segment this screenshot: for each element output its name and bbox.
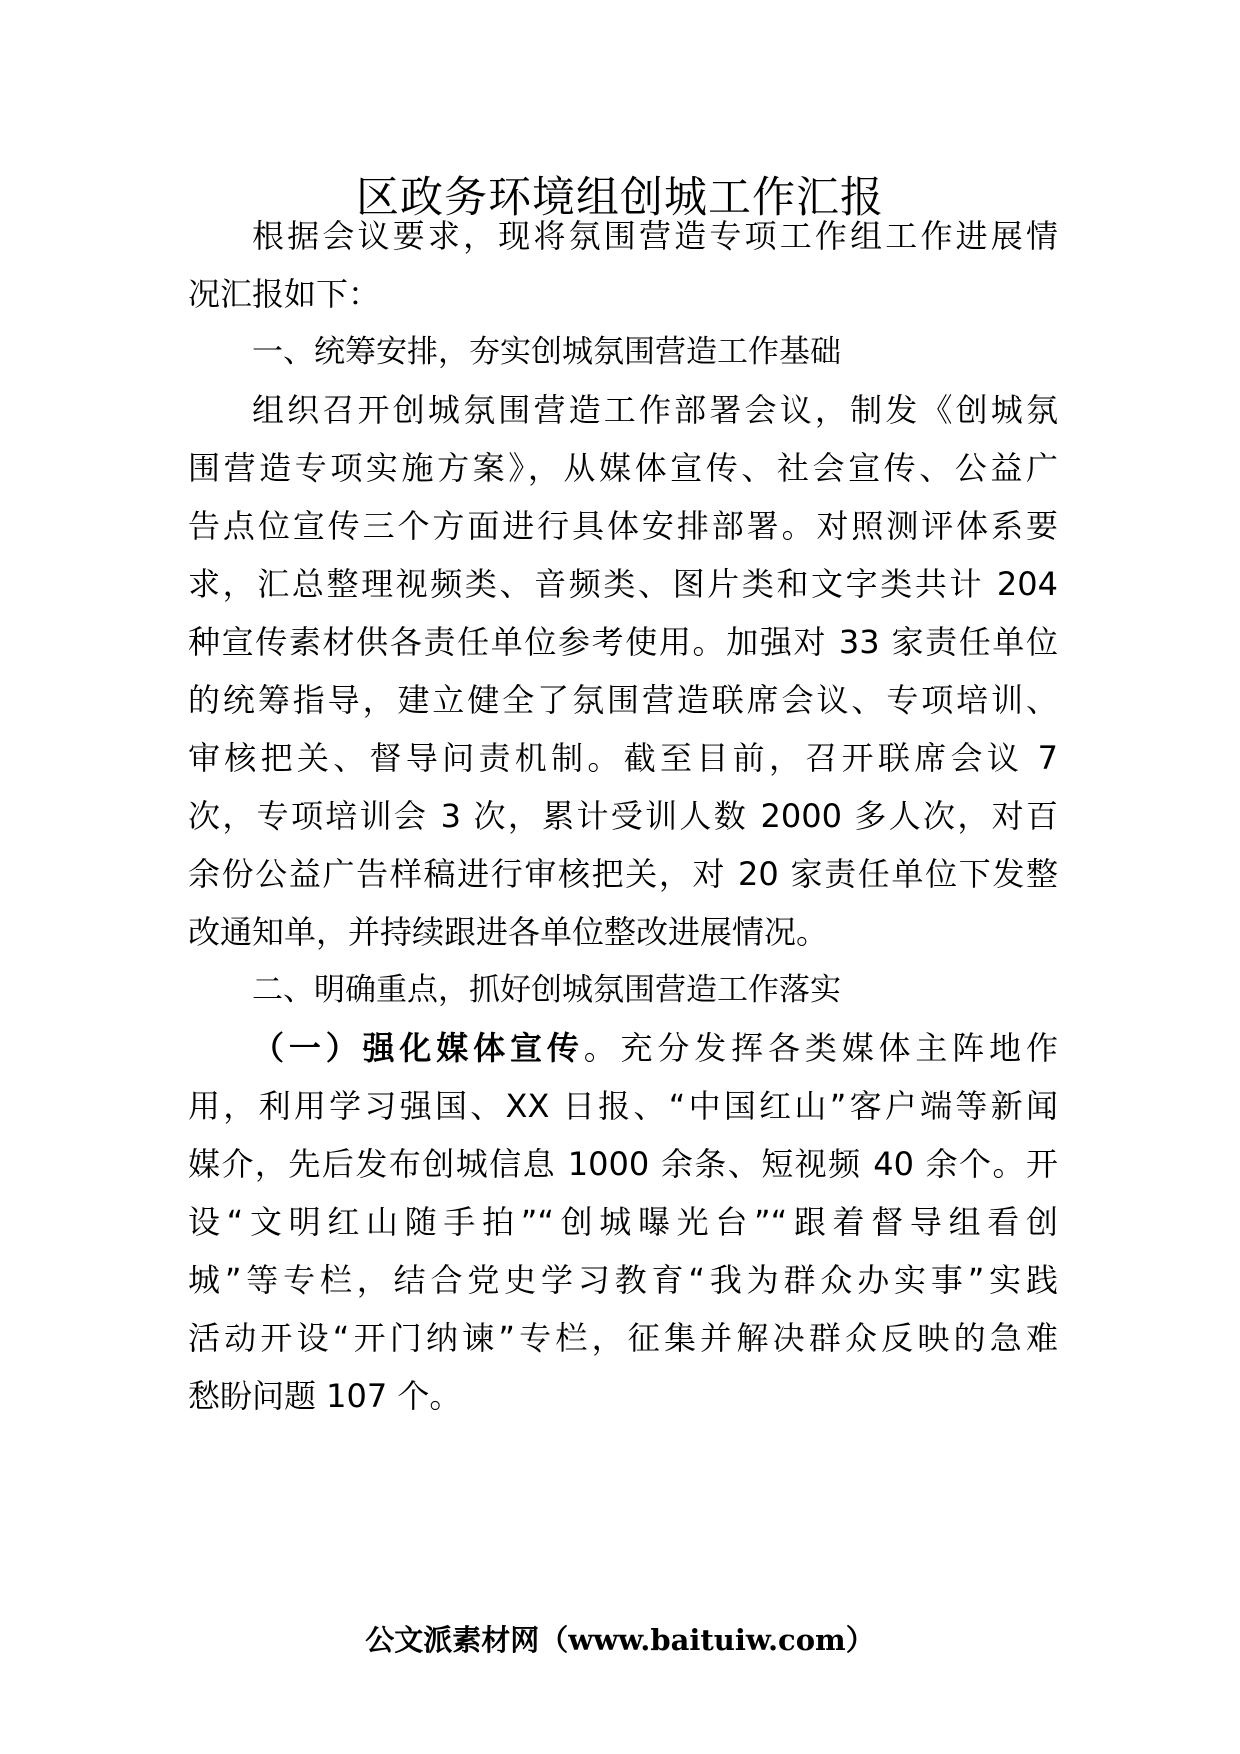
paragraph-line: 愁盼问题 107 个。 xyxy=(188,1377,462,1415)
paragraph-line: 种宣传素材供各责任单位参考使用。加强对 33 家责任单位 xyxy=(188,623,1058,661)
paragraph-line: 告点位宣传三个方面进行具体安排部署。对照测评体系要 xyxy=(188,507,1058,545)
subsection-label: （一）强化媒体宣传 xyxy=(252,1029,584,1067)
section-heading: 二、明确重点，抓好创城氛围营造工作落实 xyxy=(252,972,841,1008)
paragraph-line: 求，汇总整理视频类、音频类、图片类和文字类共计 204 xyxy=(188,565,1058,603)
paragraph-line: 城”等专栏，结合党史学习教育“我为群众办实事”实践 xyxy=(188,1261,1058,1299)
subsection-first-text: 。充分发挥各类媒体主阵地作 xyxy=(583,1029,1058,1067)
paragraph-line: 用，利用学习强国、XX 日报、“中国红山”客户端等新闻 xyxy=(188,1087,1058,1125)
footer-watermark: 公文派素材网（www.baituiw.com） xyxy=(365,1623,875,1657)
paragraph-line: 次，专项培训会 3 次，累计受训人数 2000 多人次，对百 xyxy=(188,797,1058,835)
paragraph-line: 活动开设“开门纳谏”专栏，征集并解决群众反映的急难 xyxy=(188,1319,1058,1357)
intro-line: 根据会议要求，现将氛围营造专项工作组工作进展情 xyxy=(252,217,1058,255)
paragraph-line: 的统筹指导，建立健全了氛围营造联席会议、专项培训、 xyxy=(188,681,1058,719)
paragraph-line: 设“文明红山随手拍”“创城曝光台”“跟着督导组看创 xyxy=(188,1203,1058,1241)
document-title: 区政务环境组创城工作汇报 xyxy=(356,173,884,223)
paragraph-line: 围营造专项实施方案》，从媒体宣传、社会宣传、公益广 xyxy=(188,449,1058,487)
paragraph-line: 改通知单，并持续跟进各单位整改进展情况。 xyxy=(188,913,829,951)
intro-line: 况汇报如下： xyxy=(188,275,381,313)
subsection-first-line xyxy=(252,1026,1058,1070)
paragraph-line: 媒介，先后发布创城信息 1000 余条、短视频 40 余个。开 xyxy=(188,1145,1058,1183)
paragraph-line: 审核把关、督导问责机制。截至目前，召开联席会议 7 xyxy=(188,739,1058,777)
paragraph-line: 组织召开创城氛围营造工作部署会议，制发《创城氛 xyxy=(252,391,1058,429)
section-heading: 一、统筹安排，夯实创城氛围营造工作基础 xyxy=(252,334,841,370)
paragraph-line: 余份公益广告样稿进行审核把关，对 20 家责任单位下发整 xyxy=(188,855,1058,893)
